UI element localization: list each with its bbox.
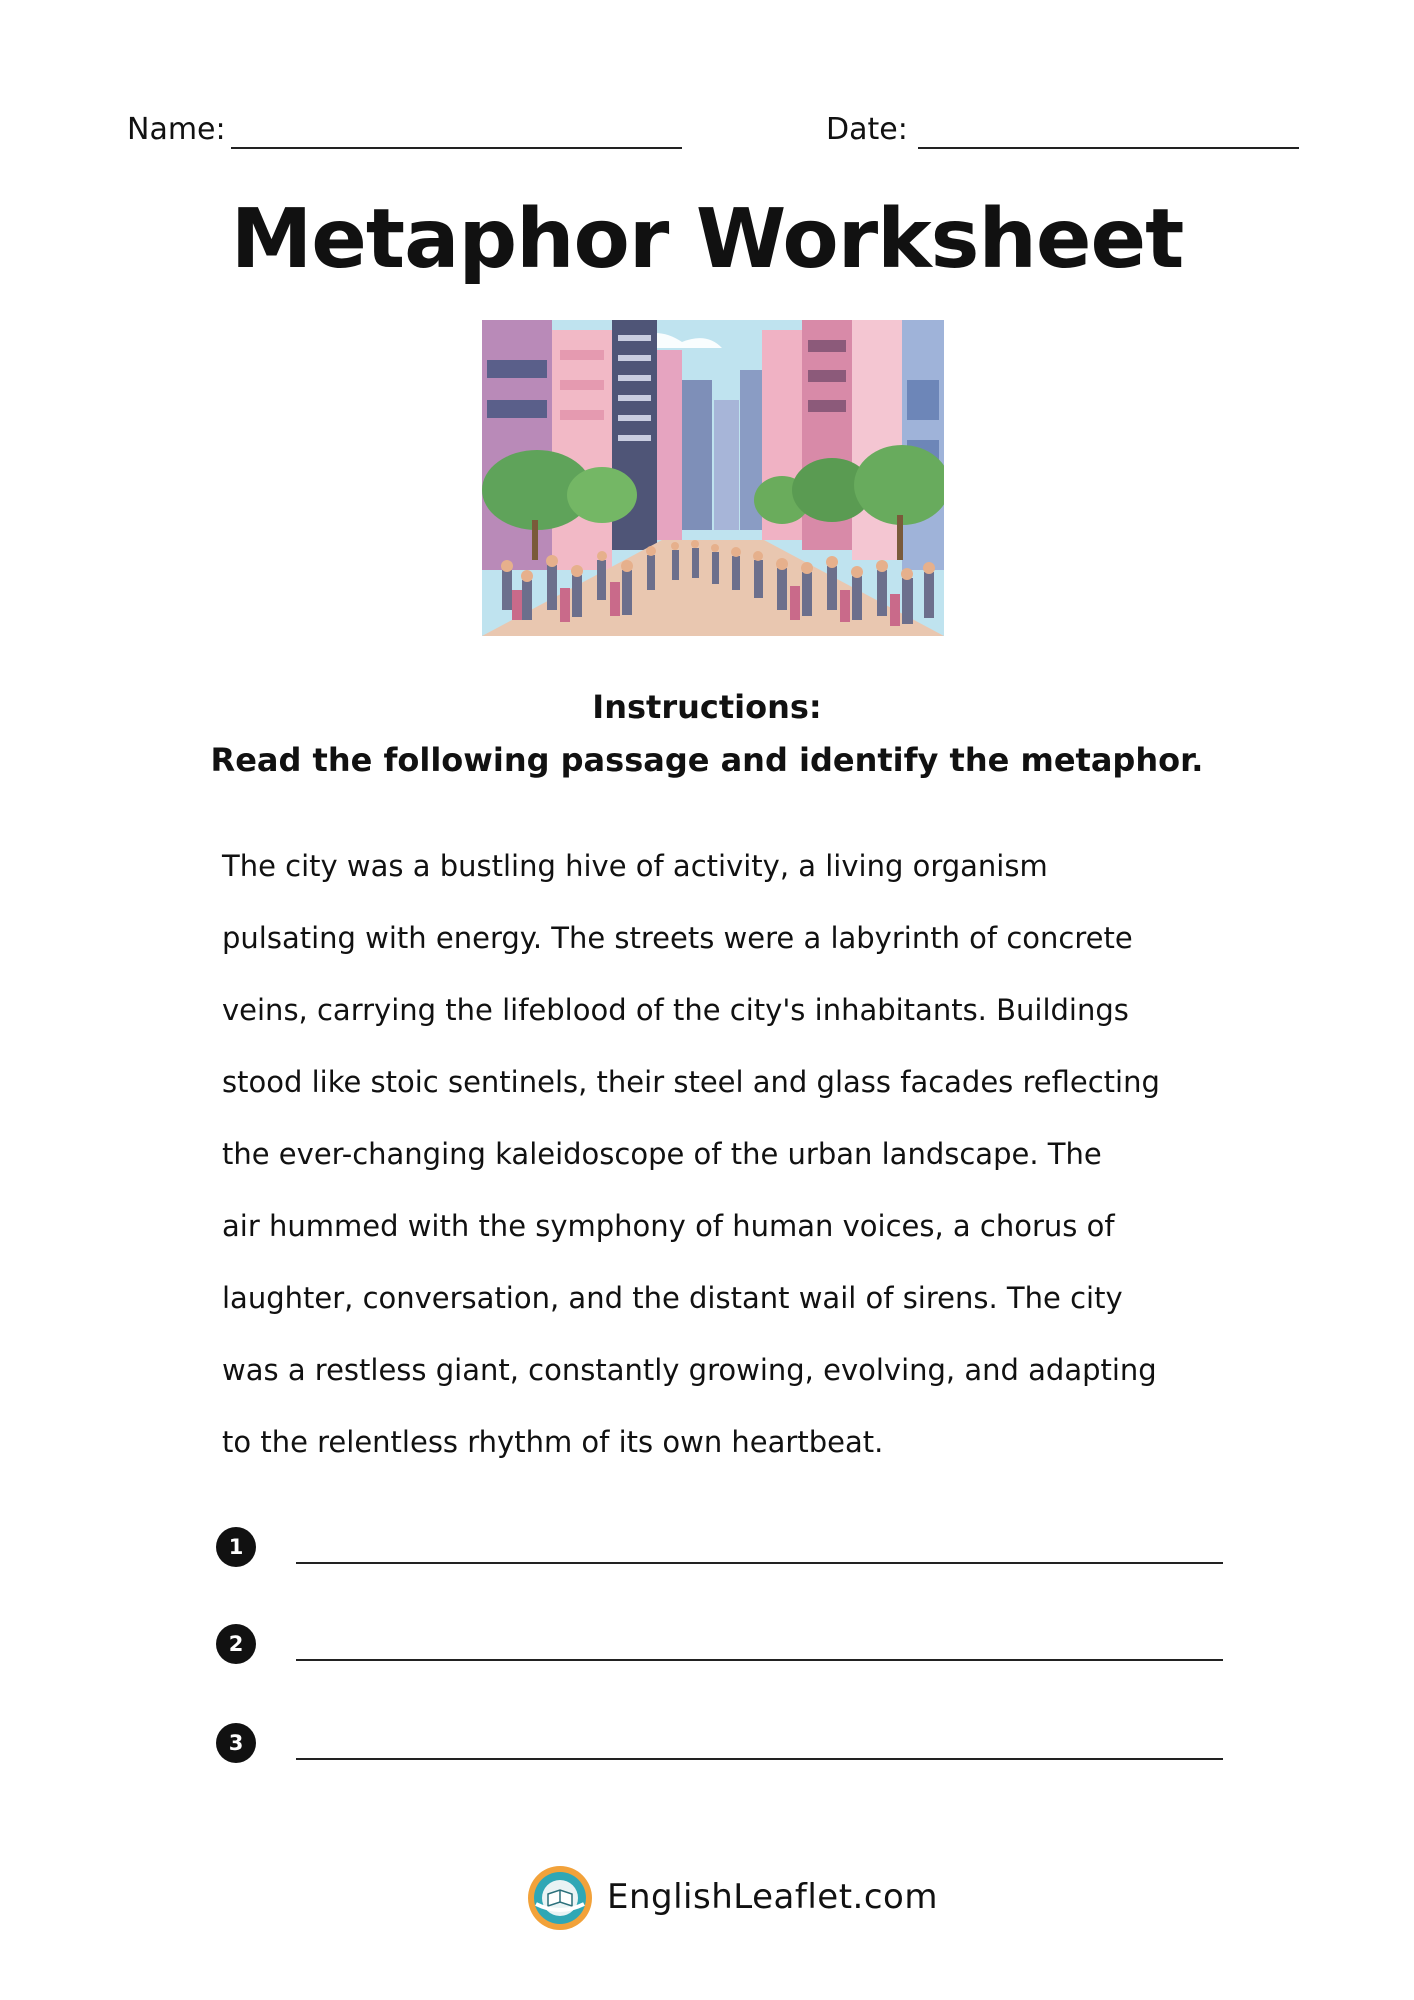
date-field-line[interactable] <box>918 147 1299 149</box>
passage-line: The city was a bustling hive of activity, a living organism <box>222 849 1048 883</box>
passage <box>222 830 1222 1478</box>
answer-line-2[interactable] <box>296 1659 1223 1661</box>
date-label: Date: <box>826 112 908 147</box>
header-fields <box>0 110 1414 160</box>
passage-line: veins, carrying the lifeblood of the city's inhabitants. Buildings <box>222 993 1129 1027</box>
passage-line: air hummed with the symphony of human voices, a chorus of <box>222 1209 1115 1243</box>
passage-line: the ever-changing kaleidoscope of the urban landscape. The <box>222 1137 1102 1171</box>
passage-line: laughter, conversation, and the distant wail of sirens. The city <box>222 1281 1123 1315</box>
answer-line-3[interactable] <box>296 1758 1223 1760</box>
name-label: Name: <box>127 112 226 147</box>
answer-line-1[interactable] <box>296 1562 1223 1564</box>
passage-line: was a restless giant, constantly growing, evolving, and adapting <box>222 1353 1157 1387</box>
instructions-heading: Instructions: <box>592 688 822 726</box>
instructions-text: Read the following passage and identify the metaphor. <box>210 741 1204 779</box>
answer-number-badge: 2 <box>216 1624 256 1664</box>
page-title: Metaphor Worksheet <box>230 192 1184 287</box>
name-field-line[interactable] <box>231 147 682 149</box>
passage-line: pulsating with energy. The streets were a labyrinth of concrete <box>222 921 1133 955</box>
answer-row-2 <box>0 1624 1414 1674</box>
city-street-illustration <box>482 320 944 636</box>
answer-number-badge: 3 <box>216 1723 256 1763</box>
answer-row-3 <box>0 1723 1414 1773</box>
passage-line: stood like stoic sentinels, their steel and glass facades reflecting <box>222 1065 1160 1099</box>
answer-row-1 <box>0 1527 1414 1577</box>
passage-line: to the relentless rhythm of its own heartbeat. <box>222 1425 884 1459</box>
english-leaflet-logo-icon <box>526 1864 594 1932</box>
footer-brand[interactable]: EnglishLeaflet.com <box>607 1877 938 1917</box>
footer <box>0 1862 1414 1934</box>
answer-number-badge: 1 <box>216 1527 256 1567</box>
